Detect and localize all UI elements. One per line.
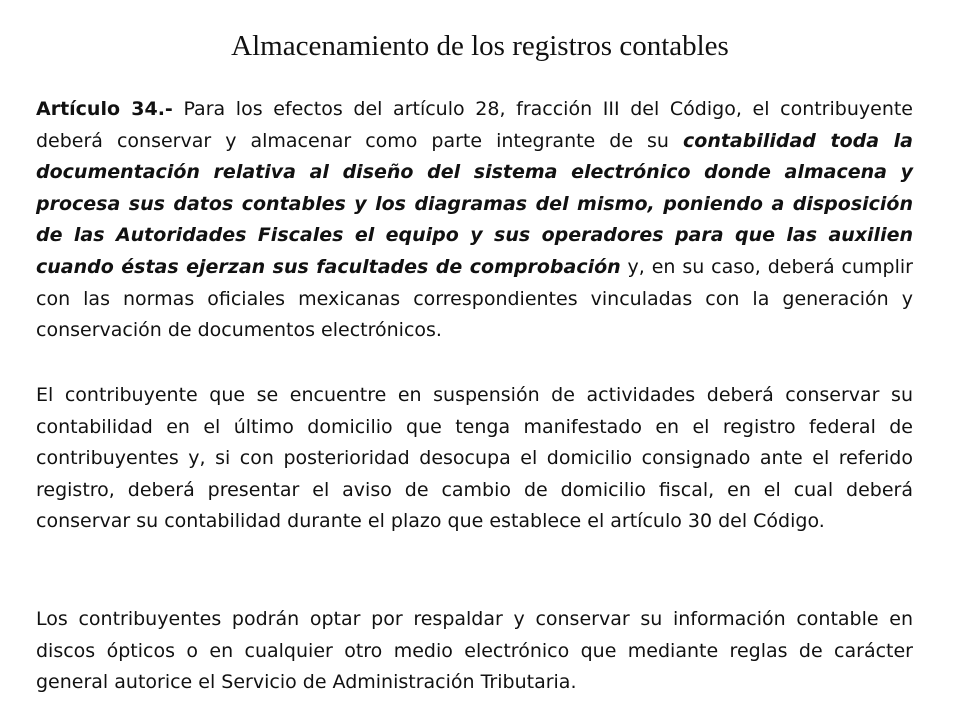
paragraph-backup: Los contribuyentes podrán optar por respaldar y conservar su información contable en discos ópticos o en cualquier otro medio electrónico que mediante reglas de carácter general autorice el Servicio de Administración Tributaria. [36, 608, 913, 694]
article-text-intro: Para los efectos del artículo 28, fracción III del Código, el contribuyente deberá conservar y almacenar como parte integrante de su [36, 98, 913, 152]
article-text-emphasis: contabilidad toda la documentación relativa al diseño del sistema electrónico donde almacena y procesa sus datos contables y los diagramas del mismo, poniendo a disposición de las Autoridades Fiscales el equipo y sus operadores para que las auxilien cuando éstas ejerzan sus facultades de comprobación [36, 129, 913, 278]
paragraph-suspension: El contribuyente que se encuentre en suspensión de actividades deberá conservar su contabilidad en el último domicilio que tenga manifestado en el registro federal de contribuyentes y, si con posterioridad desocupa el domicilio consignado ante el referido registro, deberá presentar el aviso de cambio de domicilio fiscal, en el cual deberá conservar su contabilidad durante el plazo que establece el artículo 30 del Código. [36, 384, 913, 533]
slide-title: Almacenamiento de los registros contables [231, 30, 729, 62]
article-label: Artículo 34.- [36, 98, 173, 120]
paragraph-article-34 [36, 94, 913, 347]
article-text-closing: y, en su caso, deberá cumplir con las normas oficiales mexicanas correspondientes vinculadas con la generación y conservación de documentos electrónicos. [36, 255, 913, 342]
